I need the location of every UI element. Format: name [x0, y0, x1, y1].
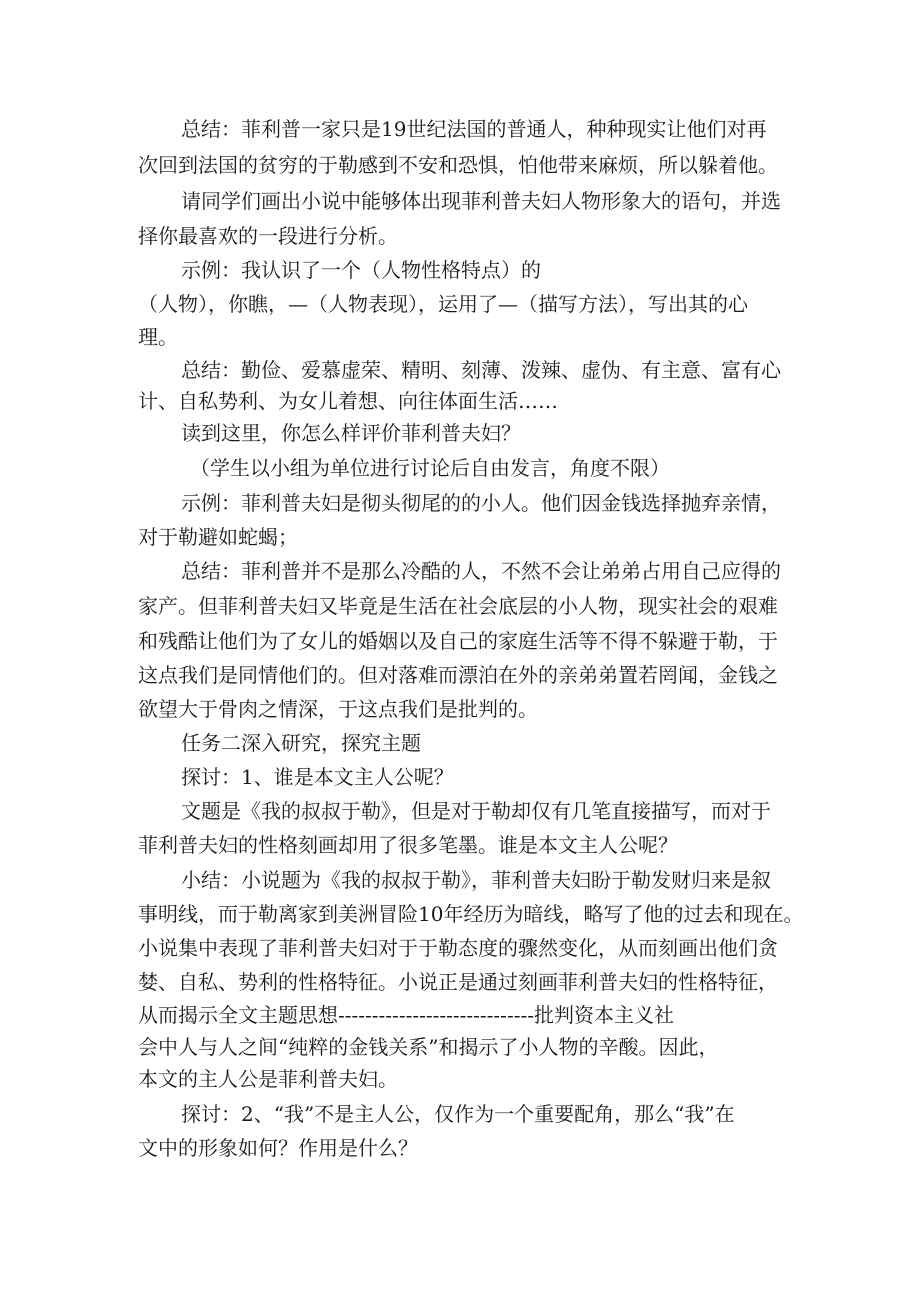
text-line: 婪、自私、势利的性格特征。小说正是通过刻画菲利普夫妇的性格特征，	[138, 970, 778, 994]
text-line: 次回到法国的贫穷的于勒感到不安和恐惧，怕他带来麻烦，所以躲着他。	[138, 153, 778, 177]
text-line: （学生以小组为单位进行讨论后自由发言，角度不限）	[190, 456, 670, 480]
text-line: （人物），你瞧，—（人物表现），运用了—（描写方法），写出其的心	[138, 292, 748, 316]
text-line: 对于勒避如蛇蝎；	[138, 525, 298, 549]
text-line: 小说集中表现了菲利普夫妇对于于勒态度的骤然变化，从而刻画出他们贪	[138, 936, 778, 960]
text-line: 会中人与人之间“纯粹的金钱关系”和揭示了小人物的辛酸。因此，	[138, 1035, 719, 1059]
text-line: 家产。但菲利普夫妇又毕竟是生活在社会底层的小人物，现实社会的艰难	[138, 594, 778, 618]
text-line: 文中的形象如何？作用是什么？	[138, 1136, 418, 1160]
text-line: 总结：菲利普一家只是19世纪法国的普通人，种种现实让他们对再	[181, 117, 767, 141]
text-line: 这点我们是同情他们的。但对落难而漂泊在外的亲弟弟置若罔闻，金钱之	[138, 663, 778, 687]
text-line: 择你最喜欢的一段进行分析。	[138, 224, 398, 248]
text-line: 理。	[138, 325, 178, 349]
text-line: 本文的主人公是菲利普夫妇。	[138, 1067, 398, 1091]
text-line: 文题是《我的叔叔于勒》，但是对于勒却仅有几笔直接描写，而对于	[181, 799, 771, 823]
text-line: 示例：我认识了一个（人物性格特点）的	[181, 258, 541, 282]
text-line: 从而揭示全文主题思想-----------------------------批判资本主义社	[138, 1003, 674, 1027]
text-line: 示例：菲利普夫妇是彻头彻尾的的小人。他们因金钱选择抛弃亲情，	[181, 491, 781, 515]
text-line: 读到这里，你怎么样评价菲利普夫妇？	[181, 421, 521, 445]
text-line: 总结：菲利普并不是那么冷酷的人，不然不会让弟弟占用自己应得的	[181, 559, 781, 583]
text-line: 计、自私势利、为女儿着想、向往体面生活……	[138, 389, 558, 413]
text-line: 小结：小说题为《我的叔叔于勒》，菲利普夫妇盼于勒发财归来是叙	[181, 868, 771, 892]
text-line: 和残酷让他们为了女儿的婚姻以及自己的家庭生活等不得不躲避于勒，于	[138, 629, 778, 653]
text-line: 事明线，而于勒离家到美洲冒险10年经历为暗线，略写了他的过去和现在。	[138, 902, 804, 926]
text-line: 请同学们画出小说中能够体出现菲利普夫妇人物形象大的语句，并选	[181, 189, 781, 213]
text-line: 总结：勤俭、爱慕虚荣、精明、刻薄、泼辣、虚伪、有主意、富有心	[181, 358, 781, 382]
text-line: 欲望大于骨肉之情深，于这点我们是批判的。	[138, 697, 538, 721]
text-line: 探讨：2、“我”不是主人公，仅作为一个重要配角，那么“我”在	[181, 1102, 735, 1126]
section-heading: 任务二深入研究，探究主题	[181, 731, 421, 755]
text-line: 探讨：1、谁是本文主人公呢？	[181, 765, 454, 789]
text-line: 菲利普夫妇的性格刻画却用了很多笔墨。谁是本文主人公呢？	[138, 833, 678, 857]
